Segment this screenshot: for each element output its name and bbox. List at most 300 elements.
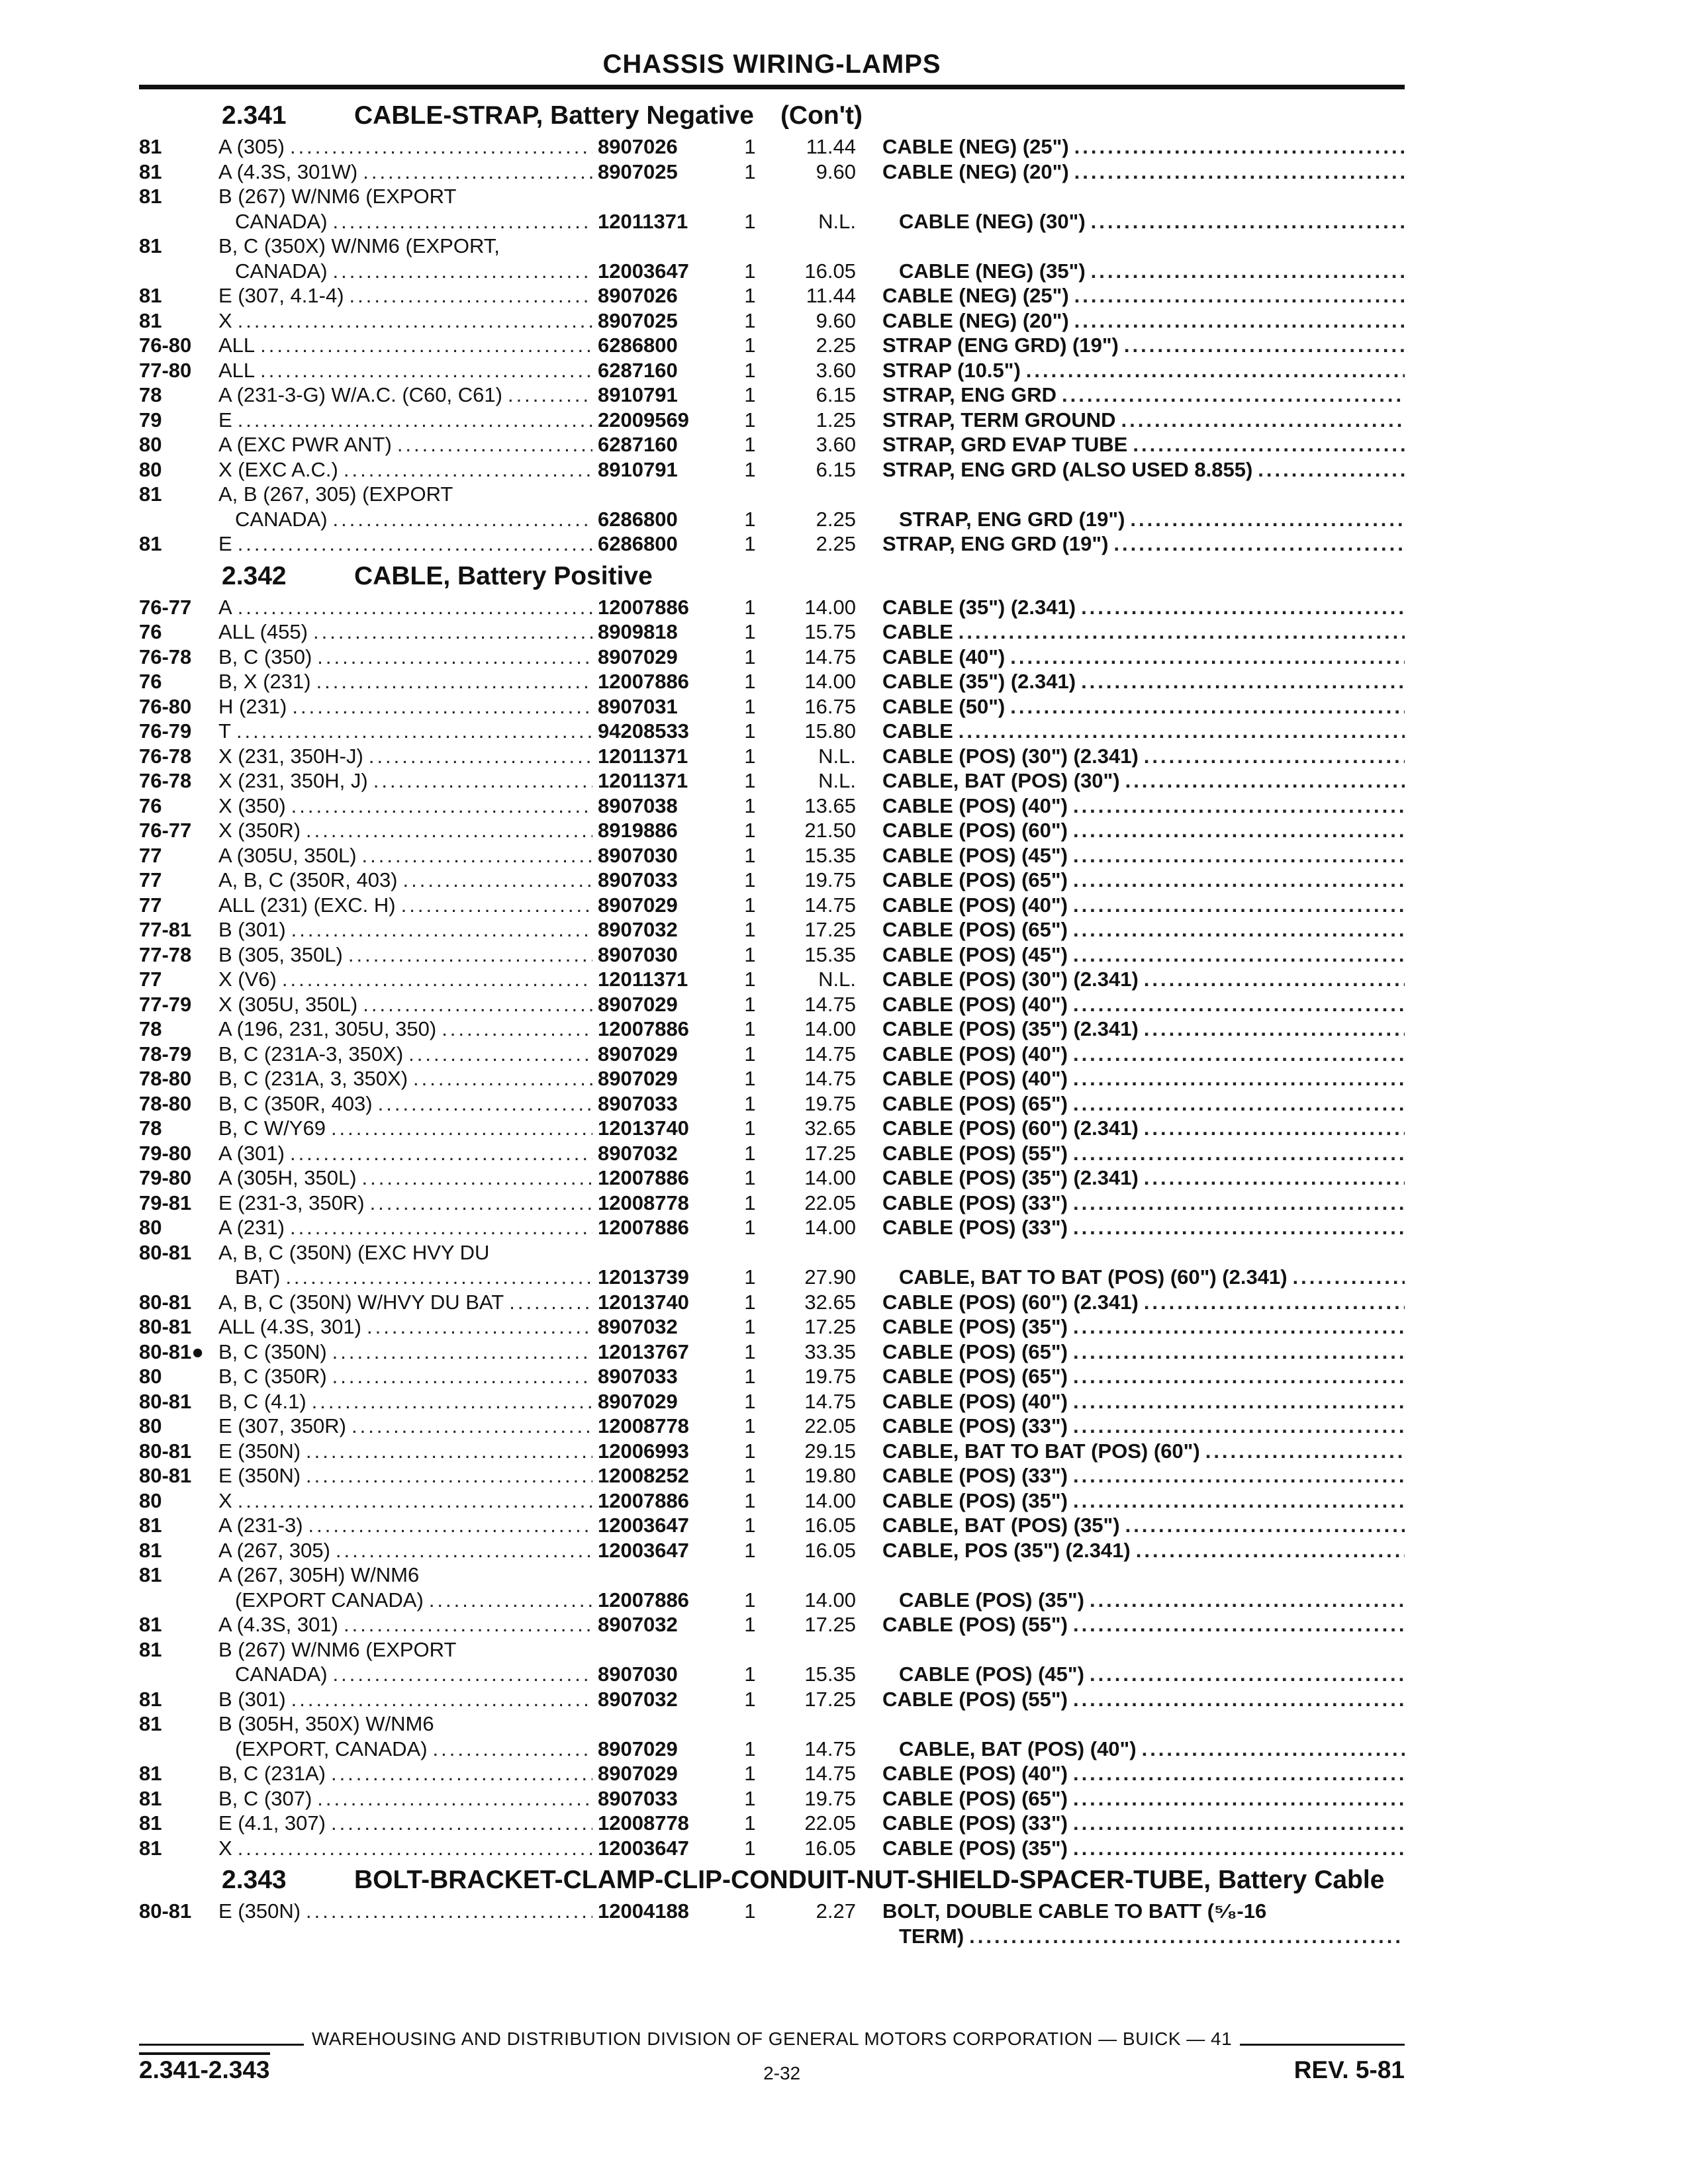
quantity: 1 xyxy=(744,744,756,768)
model-year: 80-81 xyxy=(139,1240,192,1264)
application-cell xyxy=(218,1091,592,1116)
application-cell xyxy=(218,1811,592,1836)
part-number: 12008778 xyxy=(598,1191,689,1214)
part-row xyxy=(139,595,1405,620)
model-year: 76-78 xyxy=(139,744,192,768)
dot-leader xyxy=(301,1463,592,1488)
application: ALL (231) (EXC. H) xyxy=(218,893,396,917)
dot-leader xyxy=(1068,1042,1405,1067)
dot-leader xyxy=(436,1017,592,1042)
description-cell xyxy=(882,992,1405,1017)
section-number: 2.341 xyxy=(222,101,287,130)
description: CABLE (50") xyxy=(882,694,1006,718)
description: CABLE (POS) (35") xyxy=(882,1836,1068,1860)
description-cell xyxy=(882,1215,1405,1240)
quantity: 1 xyxy=(744,408,756,432)
quantity: 1 xyxy=(744,794,756,817)
dot-leader xyxy=(338,1612,592,1637)
dot-leader xyxy=(338,457,592,482)
part-row xyxy=(139,1563,1405,1588)
description-cell xyxy=(882,1017,1405,1042)
dot-leader xyxy=(312,645,592,670)
dot-leader xyxy=(1068,843,1405,868)
part-row xyxy=(139,917,1405,942)
application: B, C (4.1) xyxy=(218,1389,306,1413)
application-cell xyxy=(218,1737,592,1762)
dot-leader xyxy=(1068,1488,1405,1514)
price: 14.00 xyxy=(804,1588,856,1612)
application-cell xyxy=(218,1711,592,1737)
price: 19.75 xyxy=(804,868,856,891)
model-year: 80-81 xyxy=(139,1899,192,1923)
application-cell xyxy=(218,1116,592,1141)
application-cell xyxy=(218,283,592,308)
price: 15.80 xyxy=(804,719,856,743)
application-cell xyxy=(218,531,592,557)
quantity: 1 xyxy=(744,595,756,619)
description-cell xyxy=(882,1314,1405,1340)
part-number: 12008252 xyxy=(598,1464,689,1487)
part-number: 12007886 xyxy=(598,1216,689,1239)
model-year: 80 xyxy=(139,1414,162,1437)
footer-bottom xyxy=(139,2052,1405,2084)
dot-leader xyxy=(1120,1513,1405,1538)
part-number: 12007886 xyxy=(598,1588,689,1612)
description-cell xyxy=(882,1340,1405,1365)
application: T xyxy=(218,719,231,743)
quantity: 1 xyxy=(744,1290,756,1314)
model-year: 80-81 xyxy=(139,1464,192,1487)
model-year xyxy=(139,1924,218,1949)
price: 29.15 xyxy=(804,1439,856,1463)
dot-leader xyxy=(1068,1215,1405,1240)
description-cell xyxy=(882,507,1405,532)
part-number: 12008778 xyxy=(598,1811,689,1835)
description-cell xyxy=(882,1066,1405,1091)
description: CABLE (NEG) (35") xyxy=(899,259,1086,283)
application-cell xyxy=(218,1588,592,1613)
part-row xyxy=(139,942,1405,968)
dot-leader xyxy=(326,1116,592,1141)
application-cell xyxy=(218,383,592,408)
part-row xyxy=(139,159,1405,185)
dot-leader xyxy=(373,1091,592,1116)
description: CABLE (POS) (35") xyxy=(899,1588,1084,1612)
application: X (231, 350H, J) xyxy=(218,769,368,792)
model-year: 81 xyxy=(139,1712,162,1735)
application: E xyxy=(218,408,232,432)
description-cell xyxy=(882,159,1405,185)
part-row xyxy=(139,531,1405,557)
dot-leader xyxy=(1139,744,1405,769)
price xyxy=(770,1240,882,1265)
price: 3.60 xyxy=(816,358,856,382)
description: CABLE (POS) (35") xyxy=(882,1315,1068,1338)
description-cell xyxy=(882,1364,1405,1389)
dot-leader xyxy=(1086,209,1405,234)
application: A (301) xyxy=(218,1141,285,1165)
part-number: 8907026 xyxy=(598,135,678,158)
dot-leader xyxy=(1119,333,1405,358)
application: B (301) xyxy=(218,918,286,941)
dot-leader xyxy=(1125,507,1405,532)
part-number: 12011371 xyxy=(598,968,688,991)
description: CABLE xyxy=(882,719,953,743)
dot-leader xyxy=(1068,1191,1405,1216)
description: CABLE (POS) (40") xyxy=(882,1067,1068,1090)
application-cell xyxy=(218,992,592,1017)
quantity: 1 xyxy=(744,1464,756,1487)
part-row xyxy=(139,1836,1405,1861)
description-cell xyxy=(882,917,1405,942)
description-cell xyxy=(882,967,1405,992)
model-year: 76-79 xyxy=(139,719,192,743)
section-continued: (Con't) xyxy=(780,101,863,130)
description-cell xyxy=(882,1290,1405,1315)
part-row xyxy=(139,1215,1405,1240)
part-number: 12011371 xyxy=(598,744,688,768)
dot-leader xyxy=(306,1389,592,1414)
quantity: 1 xyxy=(744,1166,756,1189)
footer-revision: REV. 5-81 xyxy=(1293,2056,1405,2083)
description-cell xyxy=(882,457,1405,482)
description-cell xyxy=(882,942,1405,968)
application: CANADA) xyxy=(235,209,328,233)
model-year: 80 xyxy=(139,433,162,456)
price: 17.25 xyxy=(804,1141,856,1165)
dot-leader xyxy=(1076,669,1405,694)
dot-leader xyxy=(330,1538,592,1563)
application-cell xyxy=(218,457,592,482)
dot-leader xyxy=(1139,1017,1405,1042)
price: 33.35 xyxy=(804,1340,856,1363)
model-year: 78 xyxy=(139,383,162,406)
description-cell xyxy=(882,1488,1405,1514)
description-cell xyxy=(882,1538,1405,1563)
quantity: 1 xyxy=(744,1191,756,1214)
dot-leader xyxy=(286,794,592,819)
model-year xyxy=(139,259,218,284)
application: E (350N) xyxy=(218,1899,301,1923)
application-cell xyxy=(218,1786,592,1811)
footer-page-number: 2-32 xyxy=(763,2063,801,2083)
description-cell xyxy=(882,531,1405,557)
application-cell xyxy=(218,1439,592,1464)
price xyxy=(770,482,882,507)
application: A (4.3S, 301W) xyxy=(218,159,358,183)
quantity: 1 xyxy=(744,1389,756,1413)
description-cell xyxy=(882,184,1405,209)
part-row xyxy=(139,1265,1405,1290)
application-cell xyxy=(218,408,592,433)
quantity: 1 xyxy=(744,507,756,531)
dot-leader xyxy=(1084,1662,1405,1687)
application-cell xyxy=(218,942,592,968)
dot-leader xyxy=(1068,1340,1405,1365)
description-cell xyxy=(882,619,1405,645)
model-year: 76 xyxy=(139,794,162,817)
part-row xyxy=(139,134,1405,159)
application: A (231-3) xyxy=(218,1514,303,1537)
model-year: 81 xyxy=(139,284,162,307)
model-year: 77-80 xyxy=(139,358,192,382)
application-cell xyxy=(218,1899,592,1924)
quantity: 1 xyxy=(744,719,756,743)
part-row xyxy=(139,1711,1405,1737)
dot-leader xyxy=(408,1066,592,1091)
description-cell xyxy=(882,1662,1405,1687)
application-cell xyxy=(218,1191,592,1216)
dot-leader xyxy=(1068,1687,1405,1712)
application-cell xyxy=(218,645,592,670)
price: 22.05 xyxy=(804,1811,856,1835)
application-cell xyxy=(218,432,592,457)
part-number: 12003647 xyxy=(598,1514,689,1537)
part-number: 8909818 xyxy=(598,620,678,643)
part-number: 12007886 xyxy=(598,670,689,693)
footer-line xyxy=(139,2028,1405,2050)
part-row xyxy=(139,967,1405,992)
part-row xyxy=(139,1191,1405,1216)
application-cell xyxy=(218,1836,592,1861)
application: A (231-3-G) W/A.C. (C60, C61) xyxy=(218,383,502,406)
dot-leader xyxy=(287,694,592,719)
description: CABLE, BAT (POS) (30") xyxy=(882,769,1120,792)
part-number xyxy=(592,1563,730,1588)
part-row xyxy=(139,1240,1405,1265)
description: CABLE, BAT (POS) (35") xyxy=(882,1514,1120,1537)
price: 19.75 xyxy=(804,1091,856,1115)
part-row xyxy=(139,1488,1405,1514)
dot-leader xyxy=(326,1811,592,1836)
quantity xyxy=(730,1924,770,1949)
page-title: CHASSIS WIRING-LAMPS xyxy=(602,50,941,79)
price xyxy=(770,1711,882,1737)
application: X xyxy=(218,308,232,332)
description-cell xyxy=(882,694,1405,719)
part-row xyxy=(139,744,1405,769)
dot-leader xyxy=(1068,1811,1405,1836)
application: A (231) xyxy=(218,1216,285,1239)
description-cell xyxy=(882,843,1405,868)
dot-leader xyxy=(1086,259,1405,284)
quantity: 1 xyxy=(744,1414,756,1437)
dot-leader xyxy=(1068,1836,1405,1861)
dot-leader xyxy=(312,1786,592,1811)
dot-leader xyxy=(368,768,592,794)
dot-leader xyxy=(1137,1737,1405,1762)
dot-leader xyxy=(1068,1761,1405,1786)
part-row xyxy=(139,893,1405,918)
application-cell xyxy=(218,1389,592,1414)
part-row xyxy=(139,1513,1405,1538)
description-cell xyxy=(882,1563,1405,1588)
price: 14.75 xyxy=(804,1042,856,1066)
model-year: 81 xyxy=(139,1613,162,1636)
quantity: 1 xyxy=(744,670,756,693)
dot-leader xyxy=(1005,694,1405,719)
dot-leader xyxy=(1068,1066,1405,1091)
model-year: 79-80 xyxy=(139,1166,192,1189)
dot-leader xyxy=(1068,1141,1405,1166)
description: CABLE (POS) (65") xyxy=(882,1786,1068,1810)
description: CABLE (POS) (35") xyxy=(882,1488,1068,1512)
part-number: 12013739 xyxy=(598,1265,689,1289)
dot-leader xyxy=(363,744,592,769)
part-row xyxy=(139,694,1405,719)
application: ALL xyxy=(218,358,256,382)
application: A, B, C (350N) (EXC HVY DU xyxy=(218,1240,490,1264)
application-cell xyxy=(218,259,592,284)
part-row xyxy=(139,1439,1405,1464)
dot-leader xyxy=(286,917,592,942)
dot-leader xyxy=(1068,868,1405,893)
application: A (305H, 350L) xyxy=(218,1166,357,1189)
dot-leader xyxy=(403,1042,592,1067)
application: X (EXC A.C.) xyxy=(218,457,338,481)
part-row xyxy=(139,1761,1405,1786)
quantity: 1 xyxy=(744,1613,756,1636)
price: N.L. xyxy=(818,968,856,991)
model-year: 76-77 xyxy=(139,595,192,619)
description-cell xyxy=(882,308,1405,334)
dot-leader xyxy=(232,408,592,433)
price: 14.75 xyxy=(804,645,856,668)
description-cell xyxy=(882,1711,1405,1737)
quantity: 1 xyxy=(744,457,756,481)
description: CABLE (POS) (40") xyxy=(882,794,1068,817)
application-cell xyxy=(218,794,592,819)
dot-leader xyxy=(232,1836,592,1861)
application: B, C (231A) xyxy=(218,1762,326,1785)
dot-leader xyxy=(953,719,1405,744)
part-number: 12011371 xyxy=(598,769,688,792)
quantity: 1 xyxy=(744,1116,756,1140)
description: STRAP, ENG GRD (19") xyxy=(899,507,1125,531)
quantity: 1 xyxy=(744,1662,756,1686)
description-cell xyxy=(882,1116,1405,1141)
part-row xyxy=(139,794,1405,819)
title-rule xyxy=(139,85,1405,89)
part-row xyxy=(139,234,1405,259)
dot-leader xyxy=(398,868,592,893)
price: 19.80 xyxy=(804,1464,856,1487)
part-number: 8907032 xyxy=(598,1613,678,1636)
application: A (4.3S, 301) xyxy=(218,1613,338,1636)
model-year: 77 xyxy=(139,843,162,867)
dot-leader xyxy=(1076,595,1405,620)
price xyxy=(770,234,882,259)
description: CABLE (POS) (33") xyxy=(882,1191,1068,1214)
price: 16.05 xyxy=(804,1514,856,1537)
quantity: 1 xyxy=(744,1365,756,1388)
price: 14.75 xyxy=(804,893,856,917)
model-year: 78 xyxy=(139,1116,162,1140)
part-row xyxy=(139,1612,1405,1637)
quantity: 1 xyxy=(744,1514,756,1537)
quantity: 1 xyxy=(744,1017,756,1040)
model-year: 81 xyxy=(139,308,162,332)
part-number: 12004188 xyxy=(598,1899,689,1923)
model-year: 76-80 xyxy=(139,334,192,357)
part-number xyxy=(592,184,730,209)
application: B (305, 350L) xyxy=(218,942,343,966)
price: 15.75 xyxy=(804,620,856,643)
dot-leader xyxy=(1069,134,1405,159)
description: CABLE (POS) (60") (2.341) xyxy=(882,1290,1139,1314)
part-number: 8907032 xyxy=(598,1141,678,1165)
dot-leader xyxy=(1131,1538,1405,1563)
description: CABLE (NEG) (25") xyxy=(882,284,1069,307)
price: 14.00 xyxy=(804,1216,856,1239)
price: 9.60 xyxy=(816,308,856,332)
quantity: 1 xyxy=(744,1588,756,1612)
dot-leader xyxy=(361,1314,592,1340)
description-cell xyxy=(882,768,1405,794)
model-year xyxy=(139,209,218,234)
dot-leader xyxy=(285,1215,592,1240)
dot-leader xyxy=(308,619,592,645)
quantity: 1 xyxy=(744,1439,756,1463)
description: CABLE (POS) (33") xyxy=(882,1811,1068,1835)
dot-leader xyxy=(311,669,592,694)
price: 14.75 xyxy=(804,1067,856,1090)
price: 19.75 xyxy=(804,1786,856,1810)
part-number: 8907029 xyxy=(598,645,678,668)
dot-leader xyxy=(396,893,592,918)
application: X (305U, 350L) xyxy=(218,992,358,1016)
part-number: 12013767 xyxy=(598,1340,689,1363)
price: 17.25 xyxy=(804,1613,856,1636)
application: A (305U, 350L) xyxy=(218,843,357,867)
part-number: 8907025 xyxy=(598,159,678,183)
model-year xyxy=(139,1588,218,1613)
application-cell xyxy=(218,719,592,744)
model-year: 80 xyxy=(139,1216,162,1239)
dot-leader xyxy=(1056,383,1405,408)
quantity: 1 xyxy=(744,1762,756,1785)
quantity: 1 xyxy=(744,383,756,406)
part-row xyxy=(139,619,1405,645)
dot-leader xyxy=(1120,768,1405,794)
description: STRAP, TERM GROUND xyxy=(882,408,1116,432)
description: CABLE (POS) (40") xyxy=(882,992,1068,1016)
footer-division: WAREHOUSING AND DISTRIBUTION DIVISION OF GENERAL MOTORS CORPORATION — BUICK — 41 xyxy=(311,2028,1233,2049)
description: CABLE (POS) (35") (2.341) xyxy=(882,1017,1139,1040)
description-cell xyxy=(882,1463,1405,1488)
application: A (267, 305H) W/NM6 xyxy=(218,1563,420,1586)
price: 17.25 xyxy=(804,918,856,941)
quantity xyxy=(730,1711,770,1737)
price: 22.05 xyxy=(804,1414,856,1437)
dot-leader xyxy=(1068,1364,1405,1389)
price: 2.25 xyxy=(816,507,856,531)
dot-leader xyxy=(1068,992,1405,1017)
part-number: 6286800 xyxy=(598,507,678,531)
part-row xyxy=(139,868,1405,893)
price: 16.75 xyxy=(804,694,856,718)
dot-leader xyxy=(285,134,592,159)
price: 13.65 xyxy=(804,794,856,817)
model-year: 77 xyxy=(139,868,162,891)
application: CANADA) xyxy=(235,1662,328,1686)
application-cell xyxy=(218,507,592,532)
dot-leader xyxy=(502,383,592,408)
part-number xyxy=(592,1711,730,1737)
dot-leader xyxy=(1069,159,1405,185)
quantity: 1 xyxy=(744,992,756,1016)
application-cell xyxy=(218,333,592,358)
